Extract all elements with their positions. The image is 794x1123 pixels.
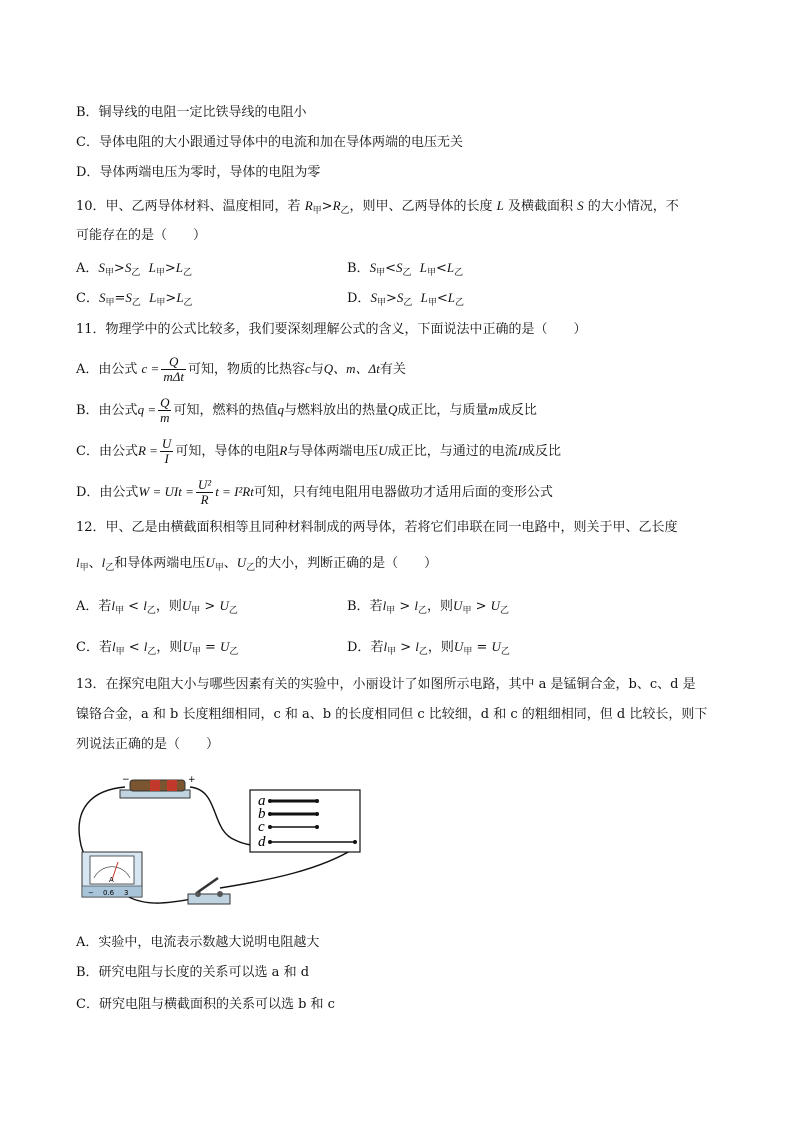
- q13-option-a: A．实验中，电流表示数越大说明电阻越大: [76, 935, 320, 950]
- wire-label-b: b: [258, 806, 266, 822]
- q9-option-b: B．铜导线的电阻一定比铁导线的电阻小: [76, 105, 307, 120]
- q10-stem-line1: 10．甲、乙两导体材料、温度相同，若 $R_甲>R_乙$，则甲、乙两导体的长度 L 及横截面积 S 的大小情况，不: [76, 198, 679, 216]
- q10-option-a: A．$S_甲>S_乙$ $L_甲>L_乙$: [76, 260, 192, 278]
- resistance-board: [250, 790, 360, 852]
- wire-label-a: a: [258, 793, 266, 809]
- fraction-u-over-i: $\frac{U}{I}$: [161, 436, 172, 466]
- ammeter-terminal-minus: −: [88, 889, 94, 897]
- q10-option-b: B．$S_甲<S_乙$ $L_甲<L_乙$: [347, 260, 464, 278]
- fraction-u2-over-r: $\frac{\text{U²}}{R}$: [197, 477, 212, 507]
- q13-stem-line3: 列说法正确的是（ ）: [76, 737, 220, 752]
- q13-option-c: C．研究电阻与横截面积的关系可以选 b 和 c: [76, 997, 335, 1012]
- ammeter: [82, 852, 142, 897]
- battery-plus-label: +: [188, 775, 196, 785]
- q11-stem: 11．物理学中的公式比较多，我们要深刻理解公式的含义，下面说法中正确的是（ ）: [76, 322, 587, 337]
- q12-stem-line1: 12．甲、乙是由横截面积相等且同种材料制成的两导体，若将它们串联在同一电路中，则关于甲、乙长度: [76, 520, 678, 535]
- q10-option-d: D．$S_甲>S_乙$ $L_甲<L_乙$: [347, 290, 465, 308]
- battery-minus-label: −: [122, 775, 130, 785]
- fraction-q-over-m: $\frac{Q}{m}$: [160, 395, 170, 425]
- q11-option-b: B．由公式q = $\frac{Q}{m}$ 可知，燃料的热值q与燃料放出的热量Q成正比，与质量m成反比: [76, 395, 537, 425]
- q10-option-c: C．$S_甲=S_乙$ $L_甲>L_乙$: [76, 290, 193, 308]
- ammeter-symbol: A: [109, 876, 114, 884]
- q9-option-d: D．导体两端电压为零时，导体的电阻为零: [76, 165, 321, 180]
- q10-stem-line2: 可能存在的是（ ）: [76, 228, 207, 243]
- fraction-q-over-mdt: $\frac{Q}{\text{mΔt}}$: [163, 354, 184, 384]
- circuit-diagram: [70, 770, 370, 915]
- q12-stem-line2: $l_甲$、$l_乙$和导体两端电压$U_甲$、$U_乙$的大小，判断正确的是（ ）: [76, 555, 438, 573]
- switch: [188, 878, 230, 904]
- battery: [120, 775, 196, 798]
- q12-option-b: B．若$l_甲 > l_乙$，则$U_甲 > U_乙$: [347, 598, 510, 616]
- wire-label-c: c: [258, 819, 265, 835]
- q13-stem-line1: 13．在探究电阻大小与哪些因素有关的实验中，小丽设计了如图所示电路，其中 a 是锰铜合金，b、c、d 是: [76, 677, 696, 692]
- q12-option-c: C．若$l_甲 < l_乙$，则$U_甲 = U_乙$: [76, 639, 239, 657]
- ammeter-terminal-06: 0.6: [103, 889, 115, 897]
- ammeter-terminal-3: 3: [124, 889, 129, 897]
- q13-stem-line2: 镍铬合金，a 和 b 长度粗细相同，c 和 a、b 的长度相同但 c 比较细，d 和 c 的粗细相同，但 d 比较长，则下: [76, 707, 708, 722]
- q13-option-b: B．研究电阻与长度的关系可以选 a 和 d: [76, 965, 310, 980]
- wire-label-d: d: [258, 834, 266, 850]
- q11-option-d: D．由公式W = UIt = $\frac{\text{U²}}{R}$ t = I²Rt可知，只有纯电阻用电器做功才适用后面的变形公式: [76, 477, 553, 507]
- q11-option-a: A．由公式 c = $\frac{Q}{\text{mΔt}}$ 可知，物质的比热容c与Q、m、Δt有关: [76, 354, 406, 384]
- wire-switch-to-board: [220, 848, 355, 888]
- q11-option-c: C．由公式R = $\frac{U}{I}$ 可知，导体的电阻R与导体两端电压U成正比，与通过的电流I成反比: [76, 436, 562, 466]
- q12-option-a: A．若$l_甲 < l_乙$，则$U_甲 > U_乙$: [76, 598, 238, 616]
- q9-option-c: C．导体电阻的大小跟通过导体中的电流和加在导体两端的电压无关: [76, 135, 463, 150]
- q12-option-d: D．若$l_甲 > l_乙$，则$U_甲 = U_乙$: [347, 639, 510, 657]
